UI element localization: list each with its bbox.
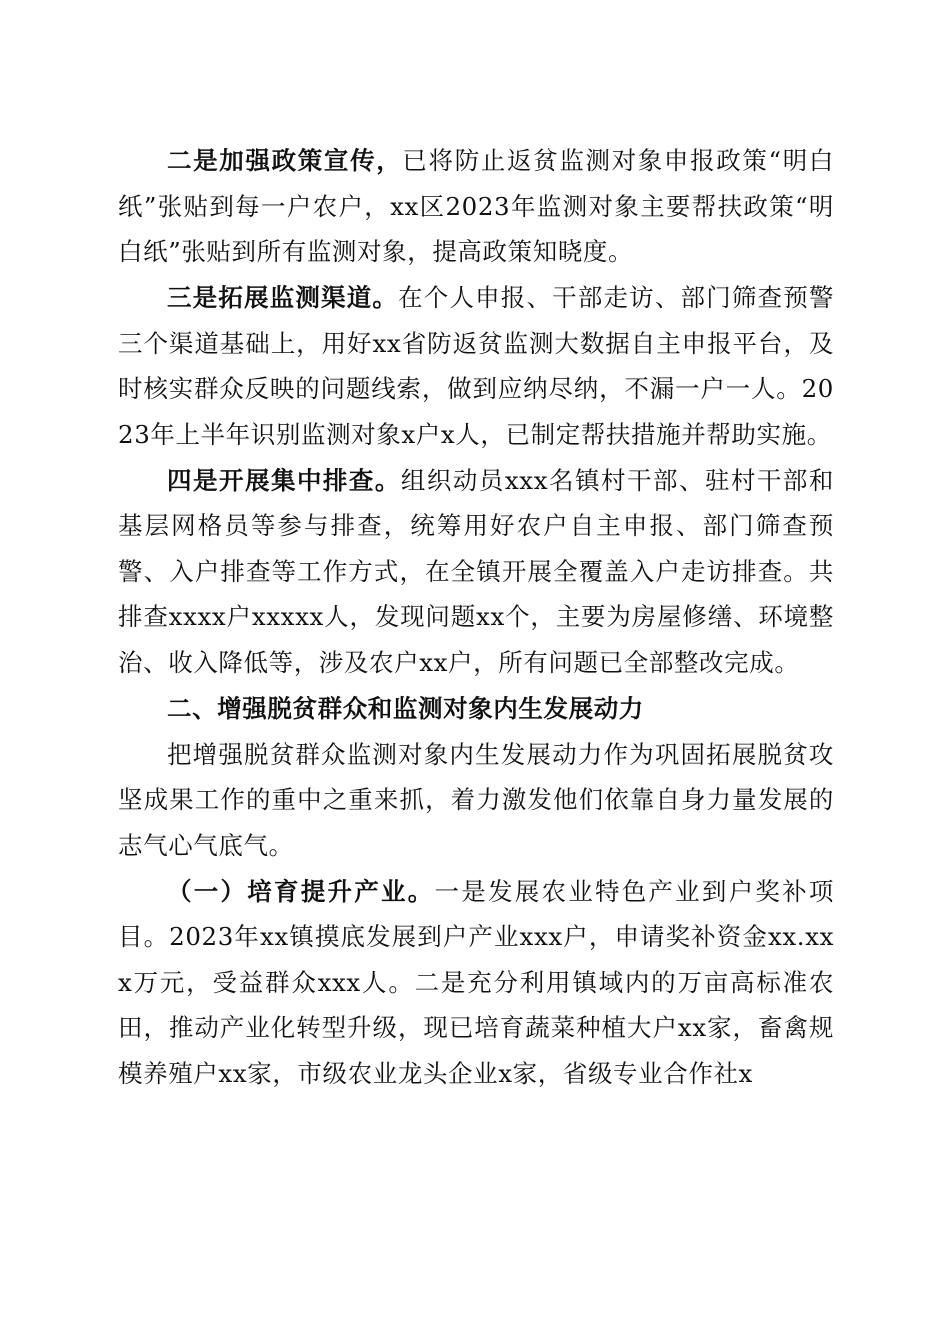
paragraph-section-intro [118, 732, 834, 869]
paragraph-text: 组织动员xxx名镇村干部、驻村干部和基层网格员等参与排查，统筹用好农户自主申报、部门筛查预警、入户排查等工作方式，在全镇开展全覆盖入户走访排查。共排查xxxx户xxxxx人，发现问题xx个，主要为房屋修缮、环境整治、收入降低等，涉及农户xx户，所有问题已全部整改完成。 [118, 465, 834, 677]
paragraph-text: 一是发展农业特色产业到户奖补项目。2023年xx镇摸底发展到户产业xxx户，申请奖补资金xx.xxx万元，受益群众xxx人。二是充分利用镇域内的万亩高标准农田，推动产业化转型升级，现已培育蔬菜种植大户xx家，畜禽规模养殖户xx家，市级农业龙头企业x家，省级专业合作社x [118, 876, 835, 1088]
paragraph-lead: 二是加强政策宣传， [167, 146, 403, 175]
document-body [118, 138, 834, 1096]
paragraph-lead: 四是开展集中排查。 [167, 465, 401, 495]
paragraph-industry-upgrade [118, 869, 834, 1097]
paragraph-text: 已将防止返贫监测对象申报政策“明白纸”张贴到每一户农户，xx区2023年监测对象主要帮扶政策“明白纸”张贴到所有监测对象，提高政策知晓度。 [118, 146, 834, 266]
section-heading-text: 二、增强脱贫群众和监测对象内生发展动力 [167, 693, 644, 723]
paragraph-text: 在个人申报、干部走访、部门筛查预警三个渠道基础上，用好xx省防返贫监测大数据自主申报平台，及时核实群众反映的问题线索，做到应纳尽纳，不漏一户一人。2023年上半年识别监测对象x户x人，已制定帮扶措施并帮助实施。 [118, 283, 835, 449]
paragraph-centralized-screening [118, 458, 834, 686]
section-heading [118, 686, 834, 732]
paragraph-text: 把增强脱贫群众监测对象内生发展动力作为巩固拓展脱贫攻坚成果工作的重中之重来抓，着力激发他们依靠自身力量发展的志气心气底气。 [118, 739, 834, 860]
paragraph-monitoring-channels [118, 275, 834, 457]
paragraph-policy-publicity [118, 138, 834, 275]
paragraph-lead: 三是拓展监测渠道。 [167, 283, 399, 312]
paragraph-lead: （一）培育提升产业。 [167, 876, 435, 906]
